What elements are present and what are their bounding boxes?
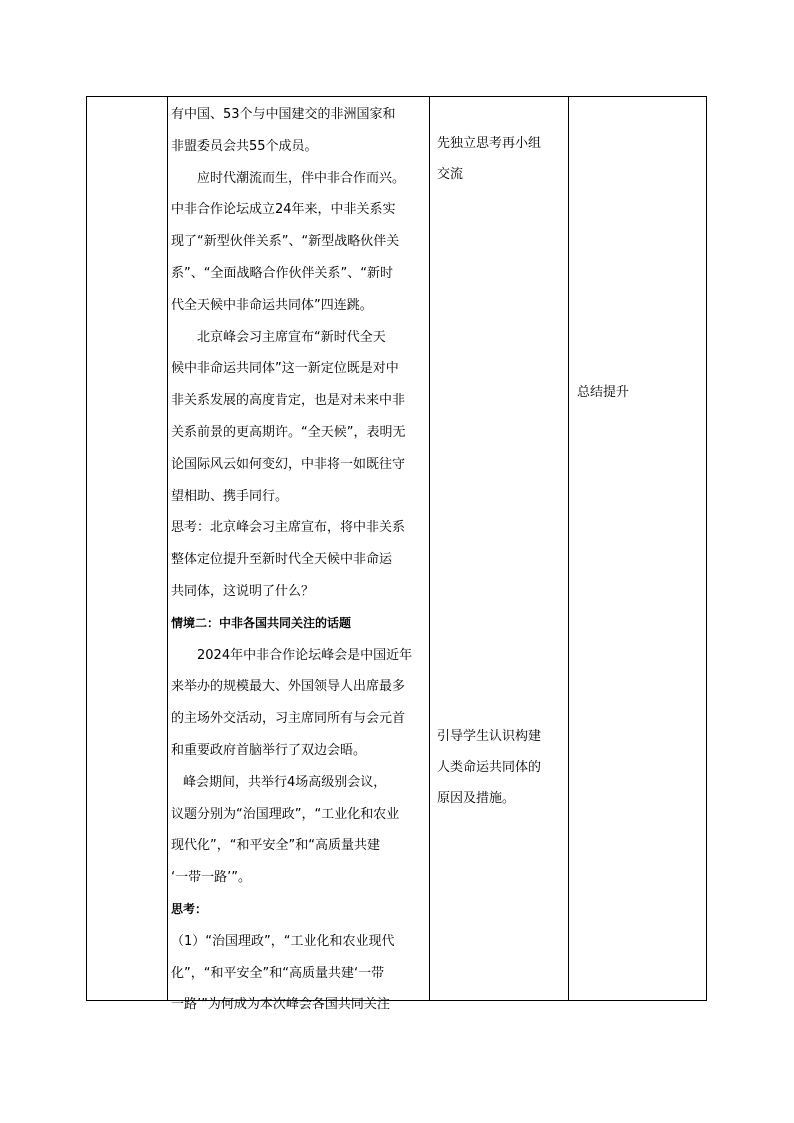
content-line: 非关系发展的高度肯定，也是对未来中非 — [171, 393, 406, 409]
column-divider-2 — [429, 97, 430, 1000]
column-divider-1 — [167, 97, 168, 1000]
student-activity-block-2 — [437, 721, 567, 814]
content-line: 整体定位提升至新时代全天候中非命运 — [171, 552, 393, 568]
content-line: 候中非命运共同体”这一新定位既是对中 — [171, 361, 399, 377]
content-line: 和重要政府首脑举行了双边会晤。 — [171, 742, 367, 758]
content-line: 代全天候中非命运共同体”四连跳。 — [171, 297, 373, 313]
think-question-line: 思考：北京峰会习主席宣布，将中非关系 — [171, 520, 406, 536]
teaching-content-cell — [171, 99, 426, 1021]
scenario-heading: 情境二：中非各国共同关注的话题 — [171, 615, 352, 630]
content-line: 中非合作论坛成立24年来，中非关系实 — [171, 202, 396, 218]
content-line: 来举办的规模最大、外国领导人出席最多 — [171, 679, 406, 695]
content-line: 化”，“和平安全”和“高质量共建‘一带 — [171, 965, 385, 981]
content-line: 关系前景的更高期许。“全天候”，表明无 — [171, 424, 406, 440]
content-line: 北京峰会习主席宣布“新时代全天 — [197, 329, 386, 345]
content-line: （1）“治国理政”，“工业化和农业现代 — [171, 933, 395, 949]
activity-line: 原因及措施。 — [437, 791, 516, 806]
content-line: 一路’”为何成为本次峰会各国共同关注 — [171, 997, 390, 1013]
content-line: 的主场外交活动，习主席同所有与会元首 — [171, 711, 406, 727]
content-line: 有中国、53个与中国建交的非洲国家和 — [171, 107, 396, 122]
content-line: 望相助、携手同行。 — [171, 488, 289, 504]
content-line: 现了“新型伙伴关系”、“新型战略伙伴关 — [171, 234, 400, 250]
student-activity-block-1 — [437, 128, 567, 190]
lesson-table — [86, 96, 707, 1013]
content-line: 峰会期间，共举行4场高级别会议， — [183, 774, 387, 790]
content-line: 共同体，这说明了什么？ — [171, 583, 315, 599]
content-line: 现代化”，“和平安全”和“高质量共建 — [171, 838, 380, 854]
activity-line: 引导学生认识构建 — [437, 729, 542, 744]
content-line: 应时代潮流而生，伴中非合作而兴。 — [197, 170, 406, 186]
content-line: 系”、“全面战略合作伙伴关系”、“新时 — [171, 265, 393, 281]
design-intent-text: 总结提升 — [577, 385, 630, 400]
activity-line: 先独立思考再小组 — [437, 136, 542, 151]
content-line: 论国际风云如何变幻，中非将一如既往守 — [171, 456, 406, 472]
column-divider-3 — [568, 97, 569, 1000]
think-heading: 思考： — [171, 901, 208, 916]
activity-line: 人类命运共同体的 — [437, 760, 542, 775]
content-line: 2024年中非合作论坛峰会是中国近年 — [197, 647, 413, 663]
design-intent-cell — [577, 377, 629, 408]
content-line: 非盟委员会共55个成员。 — [171, 138, 318, 154]
content-line: 议题分别为“治国理政”，“工业化和农业 — [171, 806, 400, 822]
activity-line: 交流 — [437, 167, 464, 182]
content-line: ‘一带一路’”。 — [171, 870, 251, 886]
